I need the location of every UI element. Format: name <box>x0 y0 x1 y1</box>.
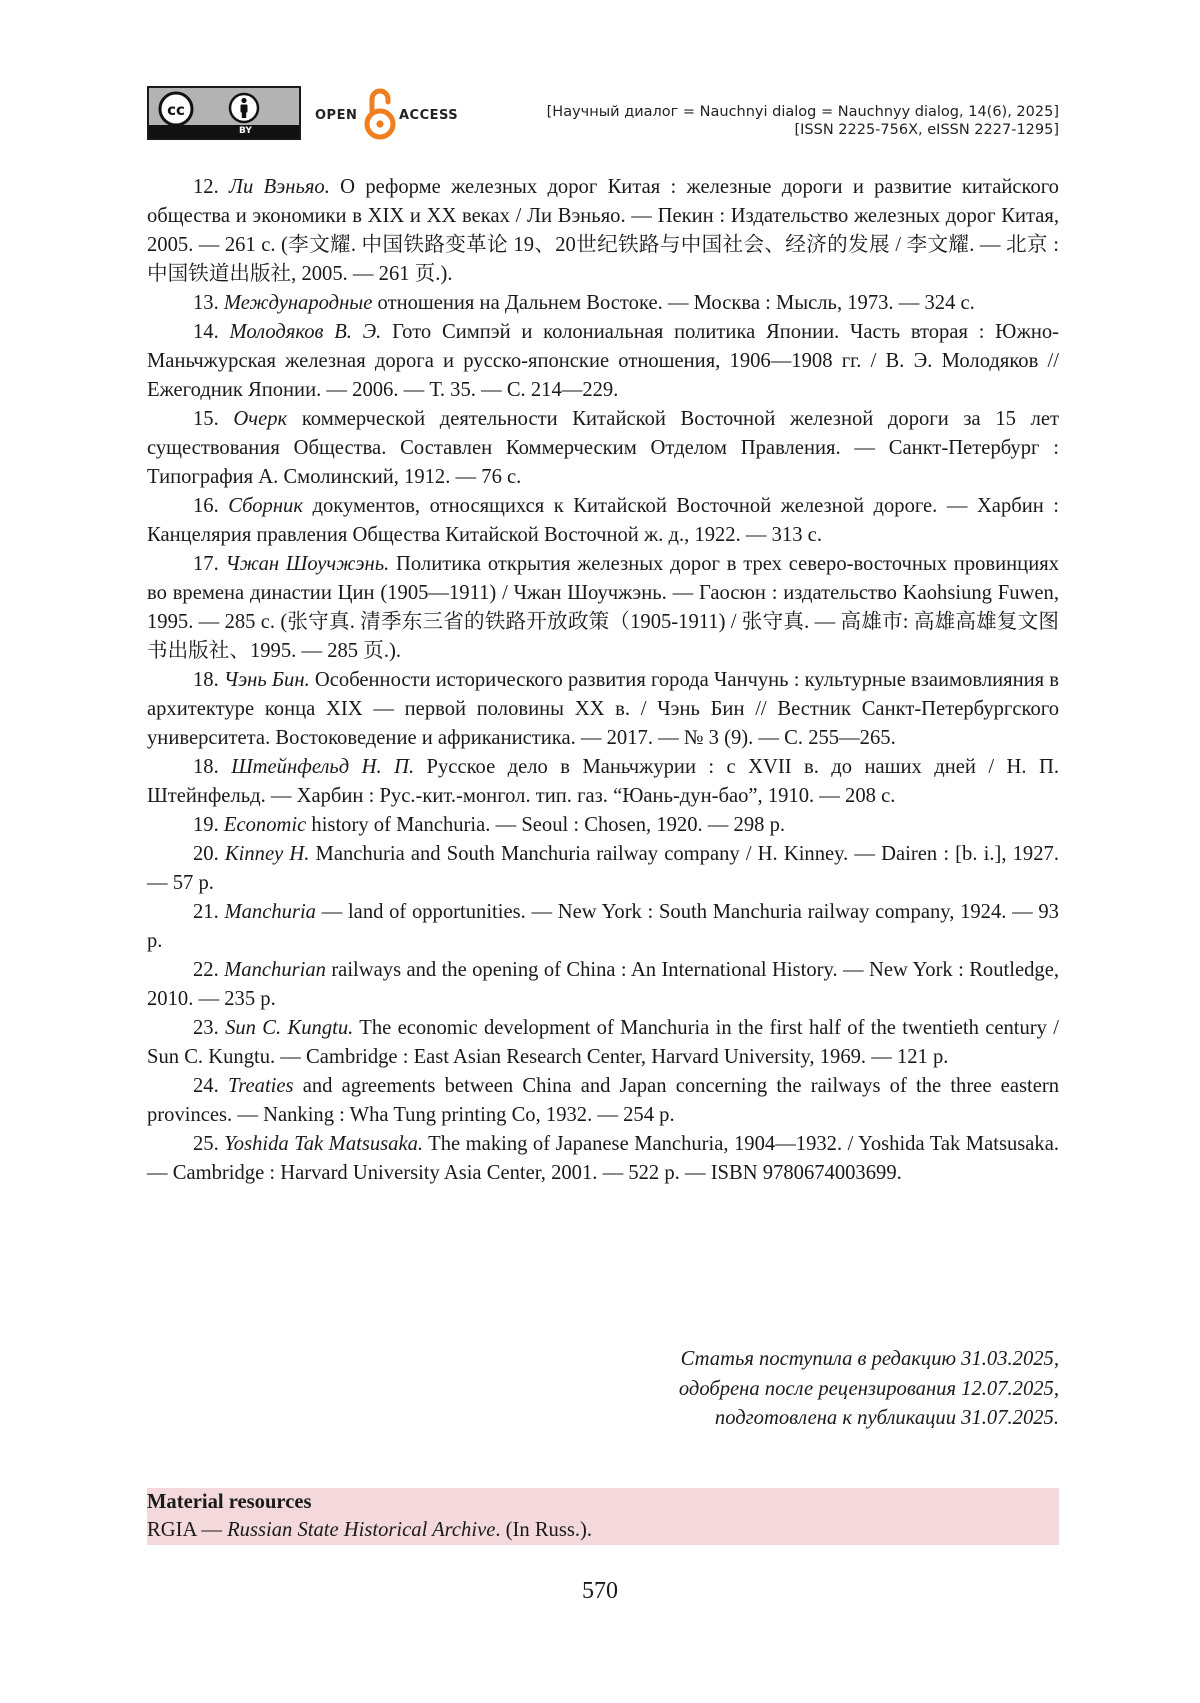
reference-item <box>147 753 1059 811</box>
reference-author: Очерк <box>233 408 288 430</box>
reference-number: 12. <box>193 176 219 198</box>
reference-number: 25. <box>193 1133 219 1155</box>
reference-author: Чэнь Бин. <box>223 669 310 691</box>
reference-number: 22. <box>193 959 219 981</box>
reference-number: 23. <box>193 1017 219 1039</box>
journal-citation <box>547 103 1059 139</box>
reference-text: railways and the opening of China : An International History. — New York : Routledge, 2010. — 235 p. <box>147 959 1059 1010</box>
reference-author: Economic <box>223 814 307 836</box>
reference-text: — land of opportunities. — New York : South Manchuria railway company, 1924. — 93 p. <box>147 901 1059 952</box>
reference-number: 15. <box>193 408 219 430</box>
reference-list <box>147 173 1059 1188</box>
reference-author: Чжан Шоучжэнь. <box>225 553 390 575</box>
reference-item <box>147 956 1059 1014</box>
approved-date-line: одобрена после рецензирования 12.07.2025, <box>678 1377 1059 1400</box>
reference-item <box>147 1014 1059 1072</box>
page-number: 570 <box>582 1578 618 1604</box>
reference-number: 17. <box>193 553 219 575</box>
reference-number: 13. <box>193 292 219 314</box>
archive-name: Russian State Historical Archive <box>227 1519 496 1541</box>
prepared-date-line: подготовлена к публикации 31.07.2025. <box>714 1407 1059 1429</box>
reference-item <box>147 898 1059 956</box>
reference-item <box>147 666 1059 753</box>
reference-text: О реформе железных дорог Китая : железные дороги и развитие китайского общества и экономики в XIX и XX веках / Ли Вэньяо. — Пекин : Издательство железных дорог Китая, 2005. — 261 с. (李文耀. 中国铁路变革论 19、20世纪铁路与中国社会、经济的发展 / 李文耀. — 北京 : 中国铁道出版社, 2005. — 261 页.). <box>147 176 1059 285</box>
material-resources-entry <box>147 1516 1059 1544</box>
reference-text: and agreements between China and Japan concerning the railways of the three eastern provinces. — Nanking : Wha Tung printing Co, 1932. — 254 p. <box>147 1075 1059 1126</box>
reference-text: документов, относящихся к Китайской Восточной железной дороге. — Харбин : Канцелярия правления Общества Китайской Восточной ж. д., 1922. — 313 с. <box>147 495 1059 546</box>
reference-item <box>147 811 1059 840</box>
reference-text: The making of Japanese Manchuria, 1904—1932. / Yoshida Tak Matsusaka. — Cambridge : Harvard University Asia Center, 2001. — 522 p. — ISBN 9780674003699. <box>147 1133 1059 1184</box>
reference-text: The economic development of Manchuria in the first half of the twentieth century / Sun C. Kungtu. — Cambridge : East Asian Research Center, Harvard University, 1969. — 121 p. <box>147 1017 1059 1068</box>
reference-item <box>147 173 1059 289</box>
open-access-access-word: ACCESS <box>399 108 459 123</box>
reference-text: коммерческой деятельности Китайской Восточной железной дороги за 15 лет существования Общества. Составлен Коммерческим Отделом Правления. — Санкт-Петербург : Типография А. Смолинский, 1912. — 76 с. <box>147 408 1059 488</box>
reference-number: 21. <box>193 901 219 923</box>
reference-item <box>147 289 1059 318</box>
reference-item <box>147 405 1059 492</box>
reference-text: history of Manchuria. — Seoul : Chosen, 1920. — 298 p. <box>306 814 786 836</box>
page-header <box>147 86 1059 144</box>
submission-dates <box>679 1345 1059 1434</box>
reference-author: Manchurian <box>224 959 326 981</box>
cc-badge-strip <box>149 125 299 138</box>
reference-author: Молодяков В. Э. <box>229 321 382 343</box>
open-access-lock-icon <box>363 86 397 142</box>
material-resources-title: Material resources <box>147 1491 312 1513</box>
reference-author: Международные <box>223 292 373 314</box>
reference-text: Manchuria and South Manchuria railway company / H. Kinney. — Dairen : [b. i.], 1927. — 57 p. <box>147 843 1059 894</box>
reference-text: Политика открытия железных дорог в трех северо-восточных провинциях во времена династии Цин (1905—1911) / Чжан Шоучжэнь. — Гаосюн : издательство Kaohsiung Fuwen, 1995. — 285 с. (张守真. 清季东三省的铁路开放政策（1905-1911) / 张守真. — 高雄市: 高雄高雄复文图书出版社、1995. — 285 页.). <box>147 553 1059 662</box>
reference-item <box>147 1072 1059 1130</box>
attribution-person-icon <box>227 91 261 125</box>
archive-abbreviation: RGIA — <box>147 1519 228 1541</box>
reference-text: Гото Симпэй и колониальная политика Японии. Часть вторая : Южно-Маньчжурская железная дорога и русско-японские отношения, 1906—1908 гг. / В. Э. Молодяков // Ежегодник Японии. — 2006. — Т. 35. — С. 214—229. <box>147 321 1059 401</box>
reference-number: 16. <box>193 495 219 517</box>
cc-by-license-badge <box>147 86 301 140</box>
received-date-line: Статья поступила в редакцию 31.03.2025, <box>680 1348 1059 1370</box>
cc-by-label: BY <box>239 126 252 136</box>
reference-item <box>147 550 1059 666</box>
reference-item <box>147 840 1059 898</box>
reference-author: Treaties <box>227 1075 294 1097</box>
reference-author: Сборник <box>228 495 303 517</box>
reference-number: 24. <box>193 1075 219 1097</box>
open-access-logo <box>315 86 465 144</box>
reference-author: Kinney H. <box>224 843 310 865</box>
reference-author: Yoshida Tak Matsusaka. <box>224 1133 424 1155</box>
reference-author: Штейнфельд Н. П. <box>231 756 415 778</box>
reference-number: 19. <box>193 814 219 836</box>
reference-item <box>147 492 1059 550</box>
journal-citation-line2: [ISSN 2225-756X, eISSN 2227-1295] <box>794 122 1059 138</box>
reference-author: Manchuria <box>224 901 316 923</box>
reference-author: Sun C. Kungtu. <box>225 1017 354 1039</box>
reference-item <box>147 1130 1059 1188</box>
reference-text: Особенности исторического развития города Чанчунь : культурные взаимовлияния в архитектуре конца XIX — первой половины XX в. / Чэнь Бин // Вестник Санкт-Петербургского университета. Востоковедение и африканистика. — 2017. — № 3 (9). — С. 255—265. <box>147 669 1059 749</box>
reference-author: Ли Вэньяо. <box>229 176 330 198</box>
reference-item <box>147 318 1059 405</box>
journal-citation-line1: [Научный диалог = Nauchnyi dialog = Nauchnyy dialog, 14(6), 2025] <box>546 104 1059 120</box>
open-access-open-word: OPEN <box>315 108 358 123</box>
reference-number: 20. <box>193 843 219 865</box>
reference-number: 18. <box>193 756 219 778</box>
reference-number: 18. <box>193 669 219 691</box>
material-resources-box <box>147 1488 1059 1545</box>
reference-text: отношения на Дальнем Востоке. — Москва : Мысль, 1973. — 324 с. <box>372 292 975 314</box>
svg-text:cc: cc <box>167 101 185 119</box>
reference-number: 14. <box>193 321 219 343</box>
reference-text: Русское дело в Маньчжурии : с XVII в. до наших дней / Н. П. Штейнфельд. — Харбин : Рус.-кит.-монгол. тип. газ. “Юань-дун-бао”, 1910. — 208 с. <box>147 756 1059 807</box>
cc-icon <box>153 91 199 127</box>
archive-suffix: . (In Russ.). <box>495 1519 593 1541</box>
